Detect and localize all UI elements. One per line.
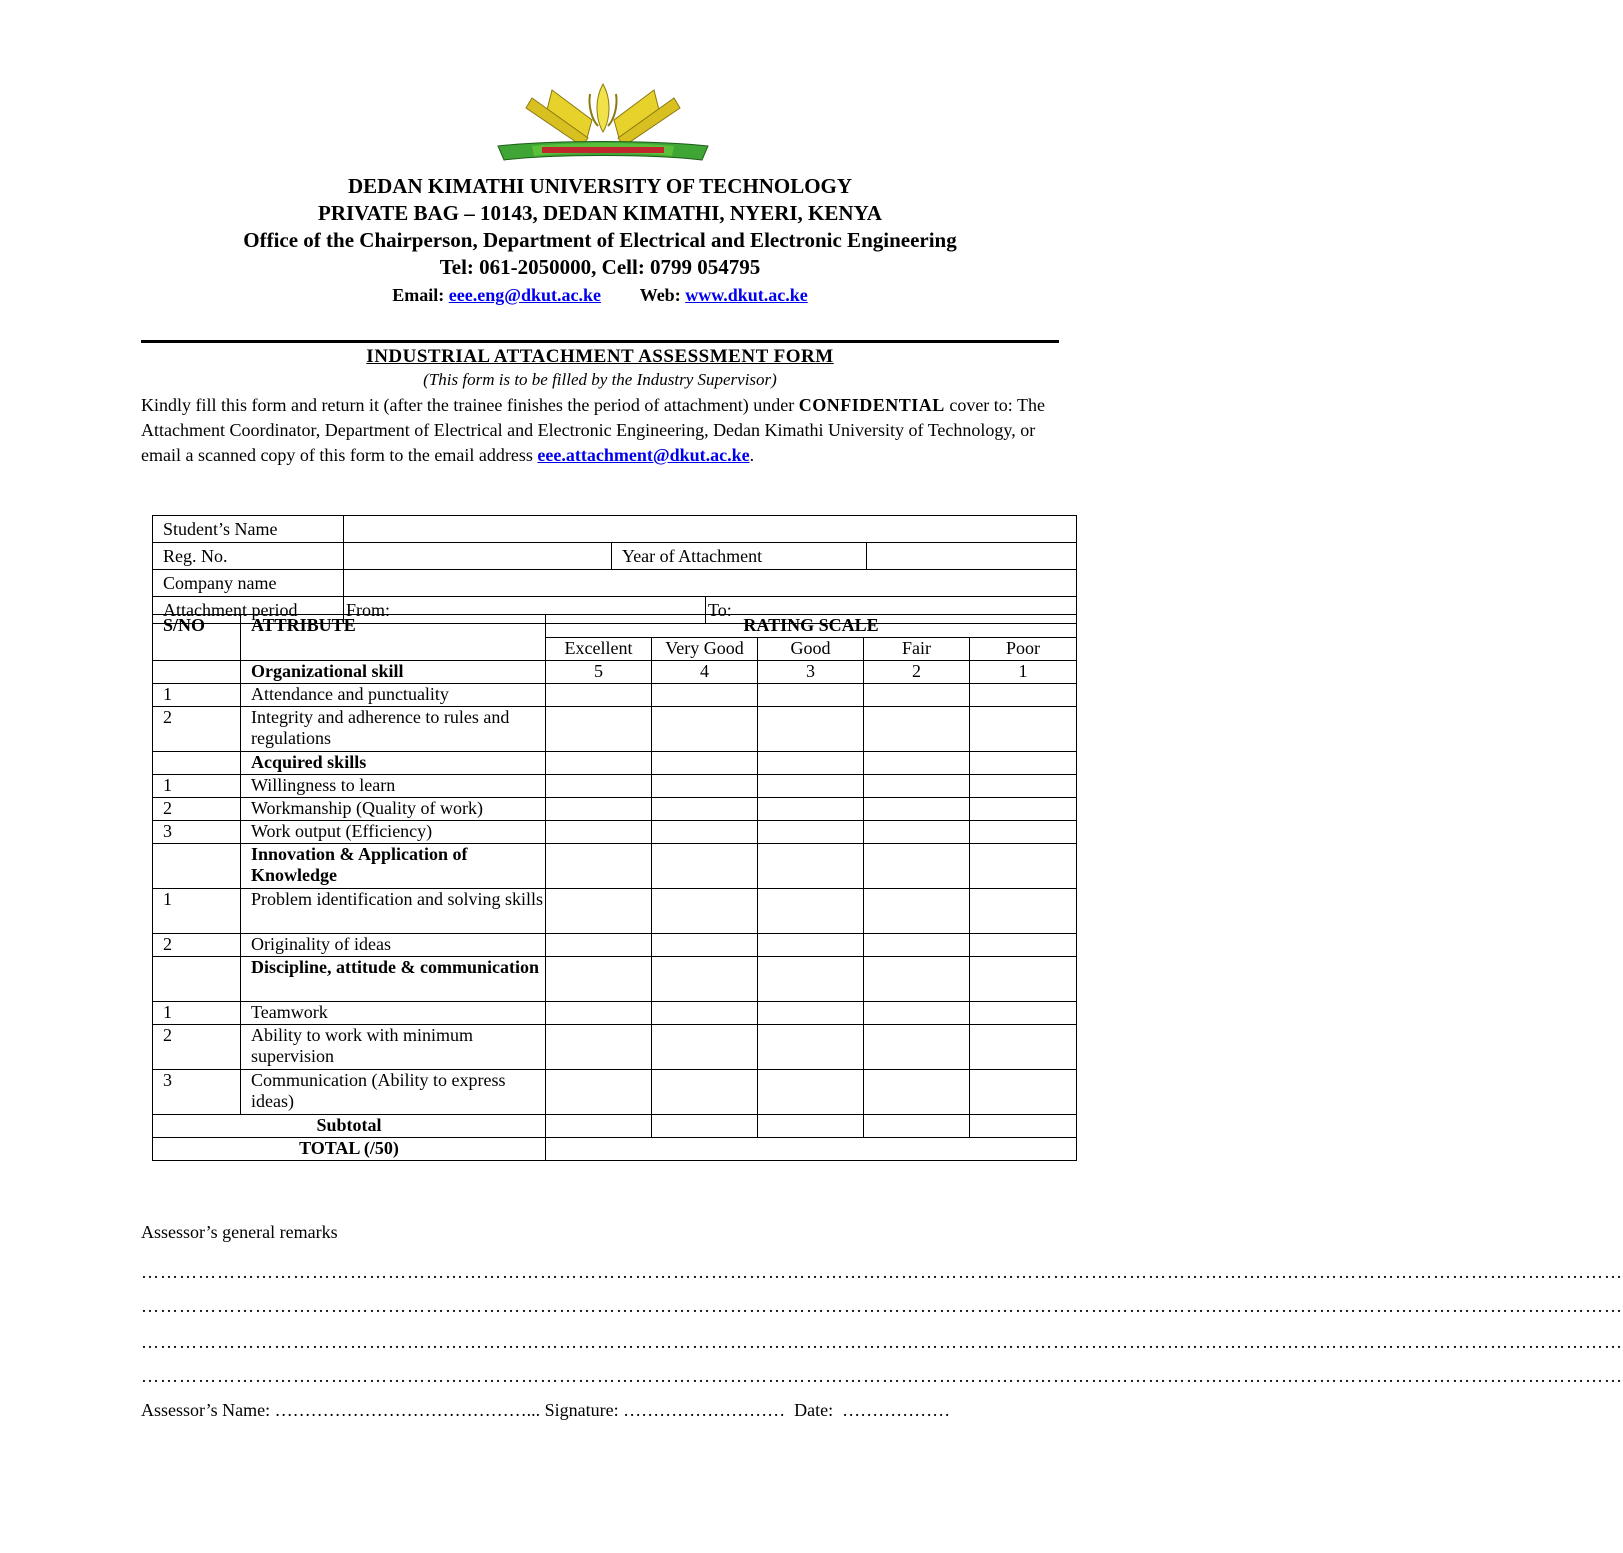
table-row bbox=[153, 1070, 1077, 1115]
rating-cell[interactable] bbox=[652, 775, 758, 798]
total-row bbox=[153, 1138, 1077, 1161]
rating-cell[interactable] bbox=[546, 752, 652, 775]
item-label: Ability to work with minimum supervision bbox=[241, 1025, 546, 1070]
remarks-line-2[interactable]: ……………………………………………………………………………………………………………………………………………………………………………………………………………… bbox=[141, 1296, 1623, 1316]
section-title: Acquired skills bbox=[241, 752, 546, 775]
rating-cell[interactable] bbox=[758, 957, 864, 1002]
confidential-label: CONFIDENTIAL bbox=[798, 395, 945, 415]
item-label: Problem identification and solving skills bbox=[241, 889, 546, 934]
table-row bbox=[153, 798, 1077, 821]
rating-cell[interactable] bbox=[652, 1002, 758, 1025]
item-label: Willingness to learn bbox=[241, 775, 546, 798]
email-link[interactable]: eee.eng@dkut.ac.ke bbox=[448, 285, 601, 305]
rating-cell[interactable] bbox=[652, 798, 758, 821]
rating-cell[interactable] bbox=[546, 821, 652, 844]
item-number: 2 bbox=[153, 1025, 241, 1070]
table-row bbox=[153, 684, 1077, 707]
table-row bbox=[153, 707, 1077, 752]
section-title: Innovation & Application of Knowledge bbox=[241, 844, 546, 889]
header-divider bbox=[141, 340, 1059, 343]
table-row bbox=[153, 934, 1077, 957]
section-sno-cell bbox=[153, 957, 241, 1002]
year-label: Year of Attachment bbox=[612, 543, 867, 570]
intro-text-2: cover to: The Attachment Coordinator, Department of Electrical and Electronic Engineering, Dedan Kimathi University of Technology, or email a scanned copy of this form to the email address bbox=[141, 395, 1045, 465]
total-label: TOTAL (/50) bbox=[153, 1138, 546, 1161]
subtotal-cell[interactable] bbox=[864, 1115, 970, 1138]
item-number: 3 bbox=[153, 1070, 241, 1115]
rating-cell[interactable] bbox=[652, 889, 758, 934]
rating-cell[interactable] bbox=[546, 1025, 652, 1070]
table-row bbox=[153, 1025, 1077, 1070]
reg-no-field[interactable] bbox=[344, 543, 612, 570]
total-cell[interactable] bbox=[546, 1138, 1077, 1161]
intro-end: . bbox=[749, 445, 755, 465]
rating-cell[interactable] bbox=[758, 1070, 864, 1115]
assessor-name-field[interactable]: Assessor’s Name: ……………………………………... bbox=[141, 1400, 541, 1420]
item-label: Attendance and punctuality bbox=[241, 684, 546, 707]
scale-value-4: 4 bbox=[652, 661, 758, 684]
attribute-header: ATTRIBUTE bbox=[241, 615, 546, 661]
form-instructions bbox=[141, 393, 1061, 468]
rating-cell[interactable] bbox=[864, 844, 970, 889]
rating-cell[interactable] bbox=[970, 889, 1077, 934]
item-label: Work output (Efficiency) bbox=[241, 821, 546, 844]
rating-cell[interactable] bbox=[546, 844, 652, 889]
scale-good: Good bbox=[758, 638, 864, 661]
web-label: Web: bbox=[639, 285, 681, 305]
rating-cell[interactable] bbox=[864, 821, 970, 844]
rating-cell[interactable] bbox=[864, 889, 970, 934]
rating-cell[interactable] bbox=[758, 844, 864, 889]
table-row bbox=[153, 821, 1077, 844]
date-field[interactable]: Date: ……………… bbox=[785, 1400, 951, 1420]
rating-cell[interactable] bbox=[652, 844, 758, 889]
scale-value-3: 3 bbox=[758, 661, 864, 684]
year-field[interactable] bbox=[867, 543, 1077, 570]
rating-cell[interactable] bbox=[864, 1002, 970, 1025]
rating-cell[interactable] bbox=[864, 684, 970, 707]
item-label: Integrity and adherence to rules and regulations bbox=[241, 707, 546, 752]
student-name-label: Student’s Name bbox=[153, 516, 344, 543]
item-number: 2 bbox=[153, 934, 241, 957]
rating-cell[interactable] bbox=[864, 1025, 970, 1070]
section-title: Organizational skill bbox=[241, 661, 546, 684]
subtotal-cell[interactable] bbox=[652, 1115, 758, 1138]
section-sno-cell bbox=[153, 661, 241, 684]
section-sno-cell bbox=[153, 752, 241, 775]
scale-fair: Fair bbox=[864, 638, 970, 661]
item-number: 2 bbox=[153, 798, 241, 821]
rating-cell[interactable] bbox=[970, 844, 1077, 889]
company-label: Company name bbox=[153, 570, 344, 597]
rating-cell[interactable] bbox=[546, 684, 652, 707]
item-number: 2 bbox=[153, 707, 241, 752]
subtotal-label: Subtotal bbox=[153, 1115, 546, 1138]
intro-text-1: Kindly fill this form and return it (after the trainee finishes the period of attachment) under bbox=[141, 395, 795, 415]
subtotal-cell[interactable] bbox=[546, 1115, 652, 1138]
scale-very-good: Very Good bbox=[652, 638, 758, 661]
student-name-field[interactable] bbox=[344, 516, 1077, 543]
rating-cell[interactable] bbox=[758, 684, 864, 707]
remarks-line-4[interactable]: ……………………………………………………………………………………………………………………………………………………………………………………………………………… bbox=[141, 1366, 1623, 1386]
rating-scale-header: RATING SCALE bbox=[546, 615, 1077, 638]
email-label: Email: bbox=[392, 285, 445, 305]
rating-cell[interactable] bbox=[758, 889, 864, 934]
form-title: INDUSTRIAL ATTACHMENT ASSESSMENT FORM bbox=[366, 346, 834, 367]
rating-cell[interactable] bbox=[546, 889, 652, 934]
rating-cell[interactable] bbox=[864, 707, 970, 752]
form-subtitle: (This form is to be filled by the Industry Supervisor) bbox=[423, 370, 777, 389]
rating-cell[interactable] bbox=[652, 934, 758, 957]
rating-cell[interactable] bbox=[758, 821, 864, 844]
student-info-table bbox=[152, 515, 1077, 624]
rating-cell[interactable] bbox=[970, 752, 1077, 775]
rating-cell[interactable] bbox=[864, 752, 970, 775]
item-label: Workmanship (Quality of work) bbox=[241, 798, 546, 821]
rating-cell[interactable] bbox=[546, 1002, 652, 1025]
rating-cell[interactable] bbox=[864, 775, 970, 798]
rating-cell[interactable] bbox=[546, 798, 652, 821]
reg-no-label: Reg. No. bbox=[153, 543, 344, 570]
sno-header: S/NO bbox=[153, 615, 241, 661]
remarks-line-1[interactable]: ……………………………………………………………………………………………………………………………………………………………………………………………………………… bbox=[141, 1262, 1623, 1282]
subtotal-cell[interactable] bbox=[758, 1115, 864, 1138]
rating-cell[interactable] bbox=[652, 821, 758, 844]
rating-cell[interactable] bbox=[652, 1070, 758, 1115]
rating-cell[interactable] bbox=[758, 798, 864, 821]
rating-cell[interactable] bbox=[758, 1025, 864, 1070]
rating-cell[interactable] bbox=[970, 1025, 1077, 1070]
rating-cell[interactable] bbox=[970, 707, 1077, 752]
rating-cell[interactable] bbox=[758, 1002, 864, 1025]
rating-cell[interactable] bbox=[546, 707, 652, 752]
rating-cell[interactable] bbox=[652, 957, 758, 1002]
section-row bbox=[153, 844, 1077, 889]
table-row bbox=[153, 775, 1077, 798]
remarks-label: Assessor’s general remarks bbox=[141, 1222, 338, 1242]
rating-cell[interactable] bbox=[758, 934, 864, 957]
section-row bbox=[153, 661, 1077, 684]
web-link[interactable]: www.dkut.ac.ke bbox=[685, 285, 808, 305]
department-office: Office of the Chairperson, Department of Electrical and Electronic Engineering bbox=[243, 228, 957, 252]
scale-value-2: 2 bbox=[864, 661, 970, 684]
item-number: 3 bbox=[153, 821, 241, 844]
scale-poor: Poor bbox=[970, 638, 1077, 661]
rating-cell[interactable] bbox=[864, 798, 970, 821]
rating-cell[interactable] bbox=[970, 684, 1077, 707]
item-label: Originality of ideas bbox=[241, 934, 546, 957]
rating-cell[interactable] bbox=[758, 752, 864, 775]
rating-cell[interactable] bbox=[970, 957, 1077, 1002]
table-row bbox=[153, 889, 1077, 934]
subtotal-cell[interactable] bbox=[970, 1115, 1077, 1138]
section-title: Discipline, attitude & communication bbox=[241, 957, 546, 1002]
rating-cell[interactable] bbox=[652, 752, 758, 775]
from-label: From: bbox=[346, 599, 391, 620]
item-number: 1 bbox=[153, 1002, 241, 1025]
contact-line bbox=[0, 285, 1200, 306]
phone-numbers: Tel: 061-2050000, Cell: 0799 054795 bbox=[439, 255, 761, 279]
section-row bbox=[153, 752, 1077, 775]
section-sno-cell bbox=[153, 844, 241, 889]
university-address: PRIVATE BAG – 10143, DEDAN KIMATHI, NYERI, KENYA bbox=[318, 201, 882, 225]
rating-cell[interactable] bbox=[758, 707, 864, 752]
item-number: 1 bbox=[153, 775, 241, 798]
rating-cell[interactable] bbox=[970, 821, 1077, 844]
item-number: 1 bbox=[153, 889, 241, 934]
period-label: Attachment period bbox=[153, 597, 344, 624]
rating-cell[interactable] bbox=[758, 775, 864, 798]
rating-table bbox=[152, 614, 1077, 1161]
signature-field[interactable]: Signature: ……………………… bbox=[540, 1400, 786, 1420]
rating-cell[interactable] bbox=[970, 1070, 1077, 1115]
table-row bbox=[153, 1002, 1077, 1025]
rating-cell[interactable] bbox=[546, 957, 652, 1002]
rating-cell[interactable] bbox=[652, 1025, 758, 1070]
rating-cell[interactable] bbox=[970, 1002, 1077, 1025]
item-number: 1 bbox=[153, 684, 241, 707]
rating-cell[interactable] bbox=[546, 1070, 652, 1115]
rating-cell[interactable] bbox=[546, 934, 652, 957]
university-logo bbox=[492, 80, 714, 172]
rating-cell[interactable] bbox=[652, 707, 758, 752]
university-name: DEDAN KIMATHI UNIVERSITY OF TECHNOLOGY bbox=[347, 174, 853, 198]
rating-cell[interactable] bbox=[970, 934, 1077, 957]
remarks-line-3[interactable]: ……………………………………………………………………………………………………………………………………………………………………………………………………………… bbox=[141, 1332, 1623, 1352]
attachment-email-link[interactable]: eee.attachment@dkut.ac.ke bbox=[537, 445, 750, 465]
rating-cell[interactable] bbox=[546, 775, 652, 798]
to-label: To: bbox=[708, 599, 732, 620]
scale-value-1: 1 bbox=[970, 661, 1077, 684]
section-row bbox=[153, 957, 1077, 1002]
rating-cell[interactable] bbox=[652, 684, 758, 707]
scale-excellent: Excellent bbox=[546, 638, 652, 661]
company-field[interactable] bbox=[344, 570, 1077, 597]
rating-cell[interactable] bbox=[970, 798, 1077, 821]
signature-line bbox=[141, 1400, 1061, 1421]
scale-value-5: 5 bbox=[546, 661, 652, 684]
item-label: Communication (Ability to express ideas) bbox=[241, 1070, 546, 1115]
rating-cell[interactable] bbox=[864, 1070, 970, 1115]
subtotal-row bbox=[153, 1115, 1077, 1138]
rating-cell[interactable] bbox=[864, 934, 970, 957]
rating-cell[interactable] bbox=[864, 957, 970, 1002]
rating-cell[interactable] bbox=[970, 775, 1077, 798]
item-label: Teamwork bbox=[241, 1002, 546, 1025]
